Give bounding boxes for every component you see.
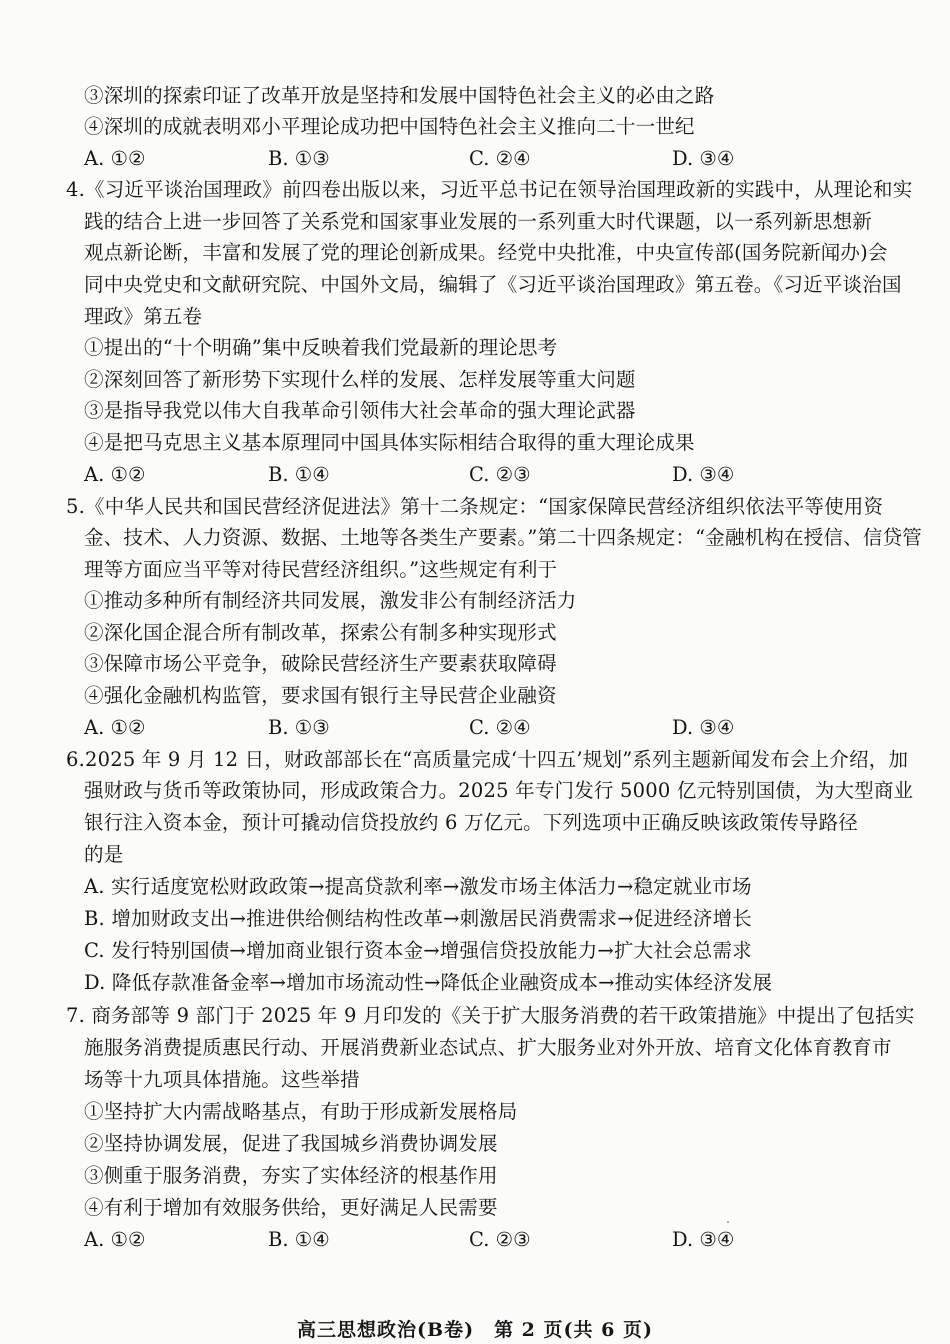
q6-stem-line-4: 的是	[84, 843, 124, 866]
q5-options	[84, 716, 844, 740]
q3-option-a: A. ①②	[84, 147, 146, 170]
q7-statement-2: ②坚持协调发展，促进了我国城乡消费协调发展	[84, 1132, 498, 1155]
q7-statement-3: ③侧重于服务消费，夯实了实体经济的根基作用	[84, 1164, 498, 1187]
q4-options	[84, 463, 844, 487]
q5-stem-line-3: 理等方面应当平等对待民营经济组织。”这些规定有利于	[84, 558, 558, 581]
q4-statement-1: ①提出的“十个明确”集中反映着我们党最新的理论思考	[84, 336, 558, 359]
q7-statement-4: ④有利于增加有效服务供给，更好满足人民需要	[84, 1196, 498, 1219]
q7-statement-1: ①坚持扩大内需战略基点，有助于形成新发展格局	[84, 1100, 518, 1123]
q6-option-b: B. 增加财政支出→推进供给侧结构性改革→刺激居民消费需求→促进经济增长	[84, 907, 752, 930]
q5-statement-1: ①推动多种所有制经济共同发展，激发非公有制经济活力	[84, 589, 577, 612]
q5-option-a: A. ①②	[84, 716, 146, 739]
q5-stem-line-1: 5.《中华人民共和国民营经济促进法》第十二条规定：“国家保障民营经济组织依法平等使用资	[66, 495, 884, 518]
q5-option-c: C. ②④	[469, 716, 531, 739]
q6-stem-line-2: 强财政与货币等政策协同，形成政策合力。2025 年专门发行 5000 亿元特别国债，为大型商业	[84, 779, 914, 802]
q4-stem-line-4: 同中央党史和文献研究院、中国外文局，编辑了《习近平谈治国理政》第五卷。《习近平谈治国	[84, 273, 902, 296]
q4-option-b: B. ①④	[268, 463, 330, 486]
q6-stem-line-3: 银行注入资本金，预计可撬动信贷投放约 6 万亿元。下列选项中正确反映该政策传导路径	[84, 811, 859, 834]
q4-stem-line-3: 观点新论断，丰富和发展了党的理论创新成果。经党中央批准，中央宣传部(国务院新闻办)会	[84, 241, 888, 264]
q4-stem-line-1: 4.《习近平谈治国理政》前四卷出版以来，习近平总书记在领导治国理政新的实践中，从理论和实	[66, 178, 913, 201]
q7-option-b: B. ①④	[268, 1228, 330, 1251]
q4-stem-line-5: 理政》第五卷	[84, 305, 203, 328]
q4-option-a: A. ①②	[84, 463, 146, 486]
q7-options	[84, 1228, 844, 1252]
q7-stem-line-1: 7. 商务部等 9 部门于 2025 年 9 月印发的《关于扩大服务消费的若干政策措施》中提出了包括实	[66, 1004, 915, 1027]
page-footer: 高三思想政治(B卷) 第 2 页(共 6 页)	[297, 1319, 653, 1341]
q4-option-d: D. ③④	[672, 463, 735, 486]
q7-stem-line-3: 场等十九项具体措施。这些举措	[84, 1068, 360, 1091]
q5-option-b: B. ①③	[268, 716, 330, 739]
q5-statement-2: ②深化国企混合所有制改革，探索公有制多种实现形式	[84, 621, 557, 644]
q6-stem-line-1: 6.2025 年 9 月 12 日，财政部部长在“高质量完成‘十四五’规划”系列主题新闻发布会上介绍，加	[66, 748, 909, 771]
q6-option-a: A. 实行适度宽松财政政策→提高贷款利率→激发市场主体活力→稳定就业市场	[84, 875, 752, 898]
q7-stem-line-2: 施服务消费提质惠民行动、开展消费新业态试点、扩大服务业对外开放、培育文化体育教育市	[84, 1036, 892, 1059]
q3-option-b: B. ①③	[268, 147, 330, 170]
q4-statement-2: ②深刻回答了新形势下实现什么样的发展、怎样发展等重大问题	[84, 368, 636, 391]
q4-statement-3: ③是指导我党以伟大自我革命引领伟大社会革命的强大理论武器	[84, 399, 636, 422]
q6-option-d: D. 降低存款准备金率→增加市场流动性→降低企业融资成本→推动实体经济发展	[84, 971, 773, 994]
scan-speck	[727, 1221, 729, 1223]
q7-option-c: C. ②③	[469, 1228, 531, 1251]
q6-option-c: C. 发行特别国债→增加商业银行资本金→增强信贷投放能力→扩大社会总需求	[84, 939, 752, 962]
q3-option-d: D. ③④	[672, 147, 735, 170]
q3-option-c: C. ②④	[469, 147, 531, 170]
q5-stem-line-2: 金、技术、人力资源、数据、土地等各类生产要素。”第二十四条规定：“金融机构在授信、信贷管	[84, 526, 922, 549]
q4-option-c: C. ②③	[469, 463, 531, 486]
q5-option-d: D. ③④	[672, 716, 735, 739]
q7-option-a: A. ①②	[84, 1228, 146, 1251]
q5-statement-4: ④强化金融机构监管，要求国有银行主导民营企业融资	[84, 684, 557, 707]
q7-option-d: D. ③④	[672, 1228, 735, 1251]
q3-statement-3: ③深圳的探索印证了改革开放是坚持和发展中国特色社会主义的必由之路	[84, 84, 715, 107]
q5-statement-3: ③保障市场公平竞争，破除民营经济生产要素获取障碍	[84, 652, 557, 675]
q3-options	[84, 147, 844, 171]
q4-statement-4: ④是把马克思主义基本原理同中国具体实际相结合取得的重大理论成果	[84, 431, 695, 454]
q4-stem-line-2: 践的结合上进一步回答了关系党和国家事业发展的一系列重大时代课题，以一系列新思想新	[84, 210, 873, 233]
q3-statement-4: ④深圳的成就表明邓小平理论成功把中国特色社会主义推向二十一世纪	[84, 115, 695, 138]
